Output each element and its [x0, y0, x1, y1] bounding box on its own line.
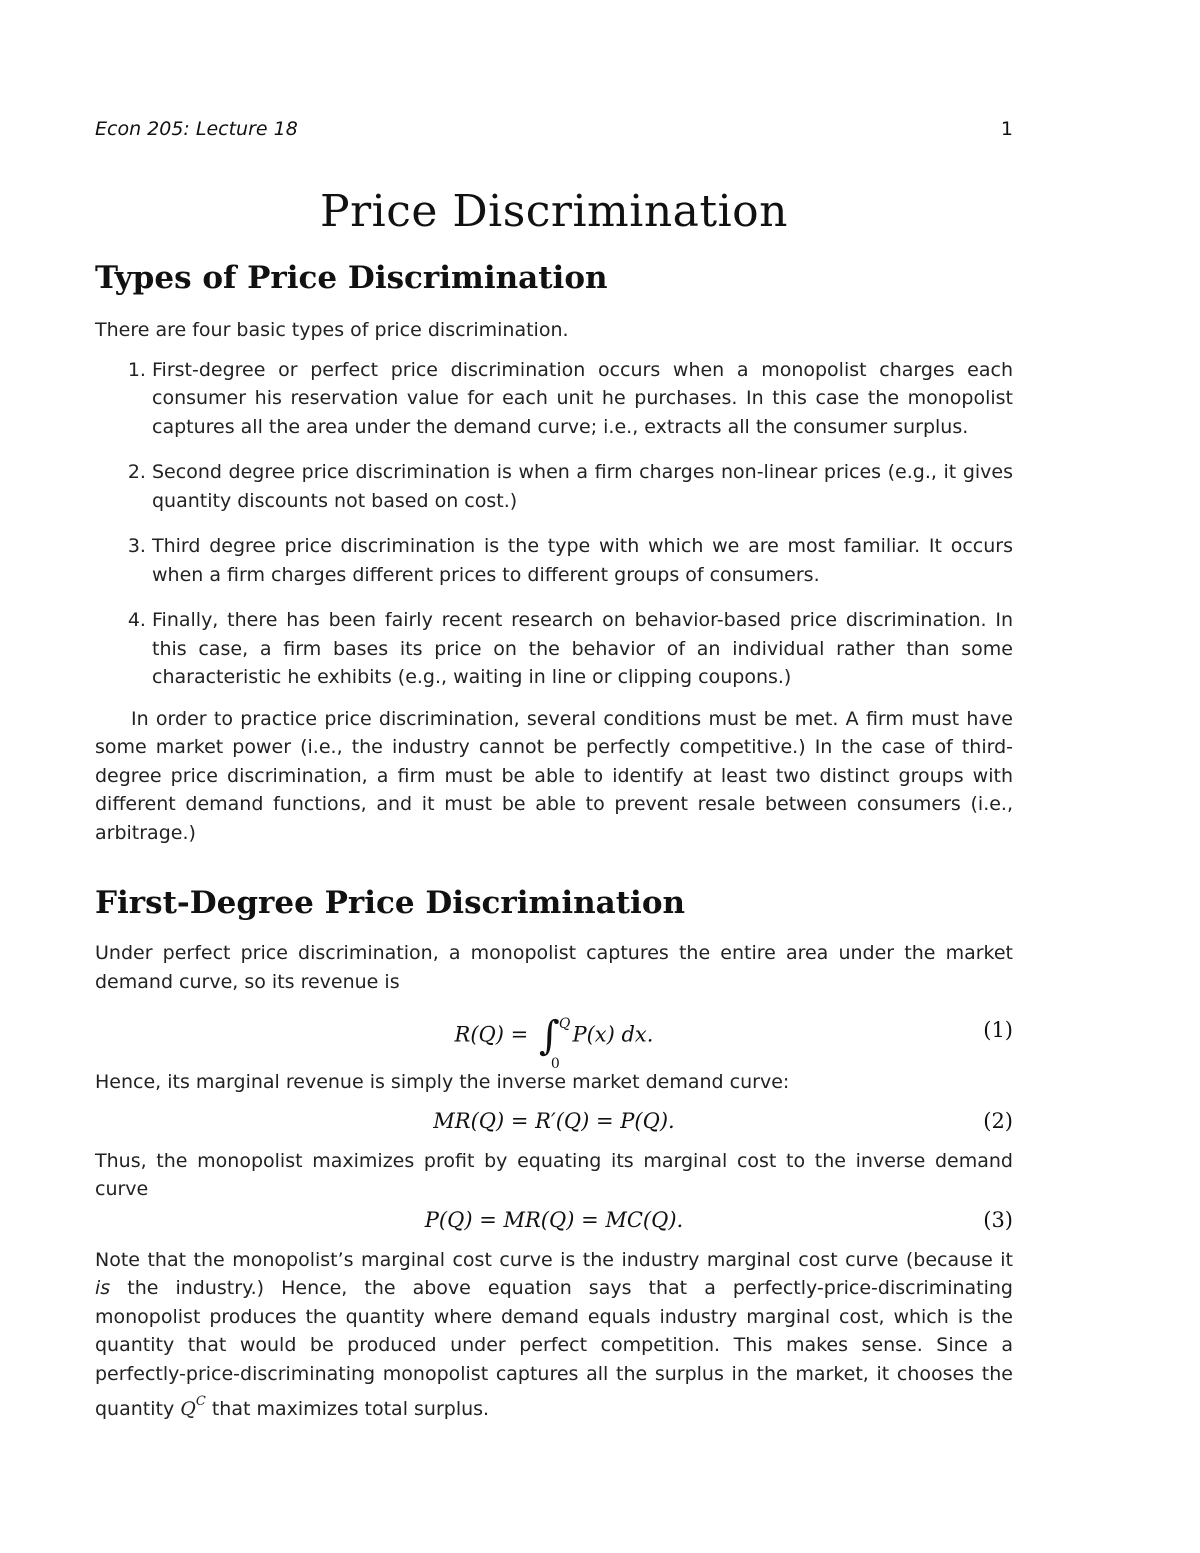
integral-upper-limit: Q [558, 1016, 571, 1032]
page-title: Price Discrimination [319, 186, 788, 237]
marginal-cost-paragraph [95, 1246, 1013, 1424]
q-superscript: C [195, 1394, 206, 1409]
emphasis-is: is [95, 1277, 111, 1299]
list-item: 4. Finally, there has been fairly recent research on behavior-based price discrimination. In this case, a firm bases its price on the behavior of an individual rather than some characteristic he exhibits (e.g., waiting in line or clipping coupons.) [152, 606, 1013, 692]
page-number: 1 [1000, 118, 1013, 140]
section-heading-types: Types of Price Discrimination [95, 260, 608, 296]
types-list [95, 356, 1013, 692]
p4-text-a: Note that the monopolist’s marginal cost curve is the industry marginal cost curve (because it [95, 1248, 1013, 1271]
equation-3 [95, 1204, 1013, 1246]
list-item: 1. First-degree or perfect price discrimination occurs when a monopolist charges each consumer his reservation value for each unit he purchases. In this case the monopolist captures all the area under the demand curve; i.e., extracts all the consumer surplus. [152, 356, 1013, 442]
section-heading-first-degree: First-Degree Price Discrimination [95, 885, 686, 921]
revenue-paragraph: Under perfect price discrimination, a monopolist captures the entire area under the market demand curve, so its revenue is [95, 942, 1013, 993]
marginal-revenue-paragraph: Hence, its marginal revenue is simply the inverse market demand curve: [95, 1071, 790, 1093]
eq3-expression: P(Q) = MR(Q) = MC(Q). [424, 1207, 684, 1232]
q-var: Q [180, 1398, 196, 1420]
integral-lower-limit: 0 [550, 1056, 560, 1072]
conditions-paragraph: In order to practice price discrimination, several conditions must be met. A firm must have some market power (i.e., the industry cannot be perfectly competitive.) In the case of third-degree price discrimination, a firm must be able to identify at least two distinct groups with different demand functions, and it must be able to prevent resale between consumers (i.e., arbitrage.) [95, 707, 1013, 844]
eq2-expression: MR(Q) = R′(Q) = P(Q). [433, 1108, 675, 1133]
eq1-rhs: P(x) dx. [572, 1022, 654, 1047]
integral-sign: ∫ Q 0 [539, 1016, 560, 1056]
types-intro: There are four basic types of price discrimination. [95, 319, 569, 341]
course-label: Econ 205: Lecture 18 [95, 118, 298, 140]
quantity-symbol [180, 1394, 206, 1420]
running-header [95, 118, 1013, 150]
list-item: 2. Second degree price discrimination is when a firm charges non-linear prices (e.g., it gives quantity discounts not based on cost.) [152, 458, 1013, 515]
equation-2 [95, 1097, 1013, 1147]
profit-paragraph: Thus, the monopolist maximizes profit by equating its marginal cost to the inverse demand curve [95, 1149, 1013, 1200]
equation-number: (2) [983, 1108, 1013, 1133]
equation-number: (1) [983, 1018, 1013, 1042]
p4-text-b: the industry.) Hence, the above equation says that a perfectly-price-discriminating monopolist produces the quantity where demand equals industry marginal cost, which is the quantity that would be produced under perfect competition. This makes sense. Since a perfectly-price-discriminating monopolist captures all the surplus in the market, it chooses the quantity [95, 1277, 1013, 1420]
equation-number: (3) [983, 1207, 1013, 1232]
equation-1 [95, 998, 1013, 1072]
eq1-lhs: R(Q) = [454, 1022, 529, 1047]
list-item: 3. Third degree price discrimination is the type with which we are most familiar. It occurs when a firm charges different prices to different groups of consumers. [152, 532, 1013, 589]
p4-text-c: that maximizes total surplus. [211, 1398, 490, 1420]
document-page [95, 118, 1013, 1424]
